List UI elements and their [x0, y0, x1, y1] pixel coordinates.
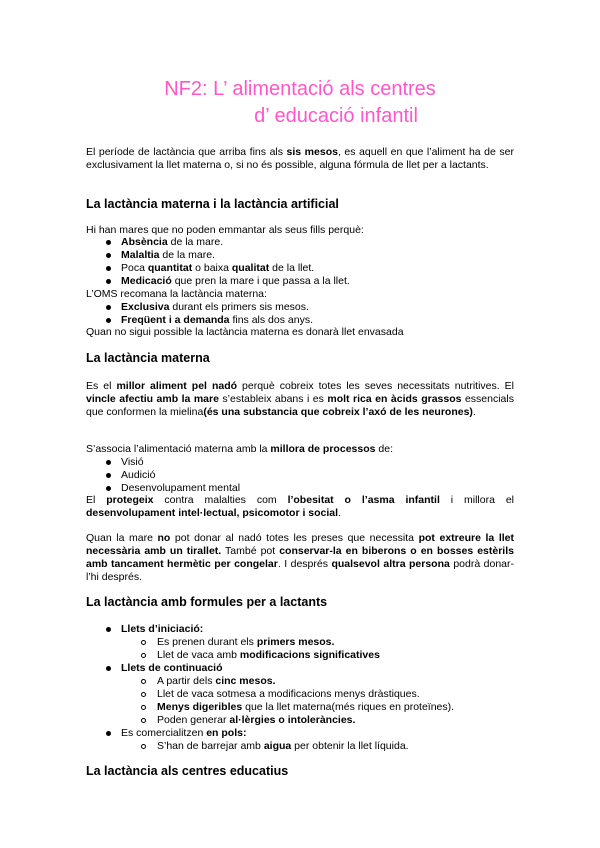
list-item: Exclusiva durant els primers sis mesos. — [121, 301, 309, 313]
sub-list-item: Llet de vaca amb modificacions significatives — [157, 649, 380, 661]
list-item: Freqüent i a demanda fins als dos anys. — [121, 314, 313, 326]
processes-lead: S’associa l’alimentació materna amb la millora de processos de: — [86, 443, 393, 455]
sub-list-item: S’han de barrejar amb aigua per obtenir la llet líquida. — [157, 740, 409, 752]
bullet-icon — [106, 486, 111, 491]
sub-list-item: Poden generar al·lèrgies o intoleràncies. — [157, 714, 356, 726]
paragraph-millor-aliment: Es el millor aliment pel nadó perquè cobreix totes les seves necessitats nutritives. El vincle afectiu amb la mare s’estableix abans i es molt rica en àcids grassos essencials que conformen la mielina(és una substancia que cobreix l’axó de les neurones). — [86, 380, 515, 418]
reasons-lead: Hi han mares que no poden emmantar als seus fills perquè: — [86, 224, 364, 236]
paragraph-protegeix: El protegeix contra malalties com l’obesitat o l’asma infantil i millora el desenvolupament intel·lectual, psicomotor i social. — [86, 494, 514, 519]
heading-lactancia-materna: La lactància materna — [86, 351, 210, 365]
list-item-iniciacio: Llets d’iniciació: — [121, 623, 204, 635]
bullet-icon — [106, 627, 111, 632]
intro-paragraph: El període de lactància que arriba fins als sis mesos, es aquell en que l’aliment ha de ser exclusivament la llet materna o, si no és possible, alguna fórmula de llet per a lactants. — [86, 146, 514, 171]
sub-list-item: Llet de vaca sotmesa a modificacions menys dràstiques. — [157, 688, 420, 700]
bullet-icon — [106, 460, 111, 465]
bullet-icon — [106, 253, 111, 258]
list-item: Medicació que pren la mare i que passa a la llet. — [121, 275, 350, 287]
oms-lead: L’OMS recomana la lactància materna: — [86, 288, 267, 300]
list-item: Malaltia de la mare. — [121, 249, 215, 261]
list-item-continuacio: Llets de continuació — [121, 662, 223, 674]
list-item: Poca quantitat o baixa qualitat de la llet. — [121, 262, 315, 274]
list-item: Absència de la mare. — [121, 236, 224, 248]
closing-line: Quan no sigui possible la lactància materna es donarà llet envasada — [86, 326, 404, 338]
list-item: Desenvolupament mental — [121, 482, 241, 494]
heading-lactancia-materna-artificial: La lactància materna i la lactància artificial — [86, 197, 339, 211]
bullet-icon — [106, 305, 111, 310]
bullet-icon — [106, 266, 111, 271]
bullet-icon — [106, 666, 111, 671]
list-item: Visió — [121, 456, 144, 468]
bullet-icon — [106, 318, 111, 323]
sub-list-item: A partir dels cinc mesos. — [157, 675, 276, 687]
page-title-line-1: NF2: L’ alimentació als centres — [164, 78, 436, 100]
page-title-line-2: d’ educació infantil — [254, 105, 418, 127]
circle-bullet-icon — [141, 653, 146, 658]
bullet-icon — [106, 731, 111, 736]
bullet-icon — [106, 473, 111, 478]
circle-bullet-icon — [141, 744, 146, 749]
bullet-icon — [106, 240, 111, 245]
circle-bullet-icon — [141, 705, 146, 710]
circle-bullet-icon — [141, 640, 146, 645]
list-item: Audició — [121, 469, 156, 481]
list-item-pols: Es comercialitzen en pols: — [121, 727, 247, 739]
circle-bullet-icon — [141, 718, 146, 723]
sub-list-item: Menys digeribles que la llet materna(més riques en proteïnes). — [157, 701, 455, 713]
circle-bullet-icon — [141, 692, 146, 697]
circle-bullet-icon — [141, 679, 146, 684]
paragraph-tirallet: Quan la mare no pot donar al nadó totes les preses que necessita pot extreure la llet necessària amb un tirallet. També pot conservar-la en biberons o en bosses estèrils amb tancament hermètic per congelar. I després qualsevol altra persona podrà donar-l’hi després. — [86, 532, 514, 583]
heading-formules-lactants: La lactància amb formules per a lactants — [86, 595, 328, 609]
sub-list-item: Es prenen durant els primers mesos. — [157, 636, 335, 648]
heading-centres-educatius: La lactància als centres educatius — [86, 764, 289, 778]
bullet-icon — [106, 279, 111, 284]
